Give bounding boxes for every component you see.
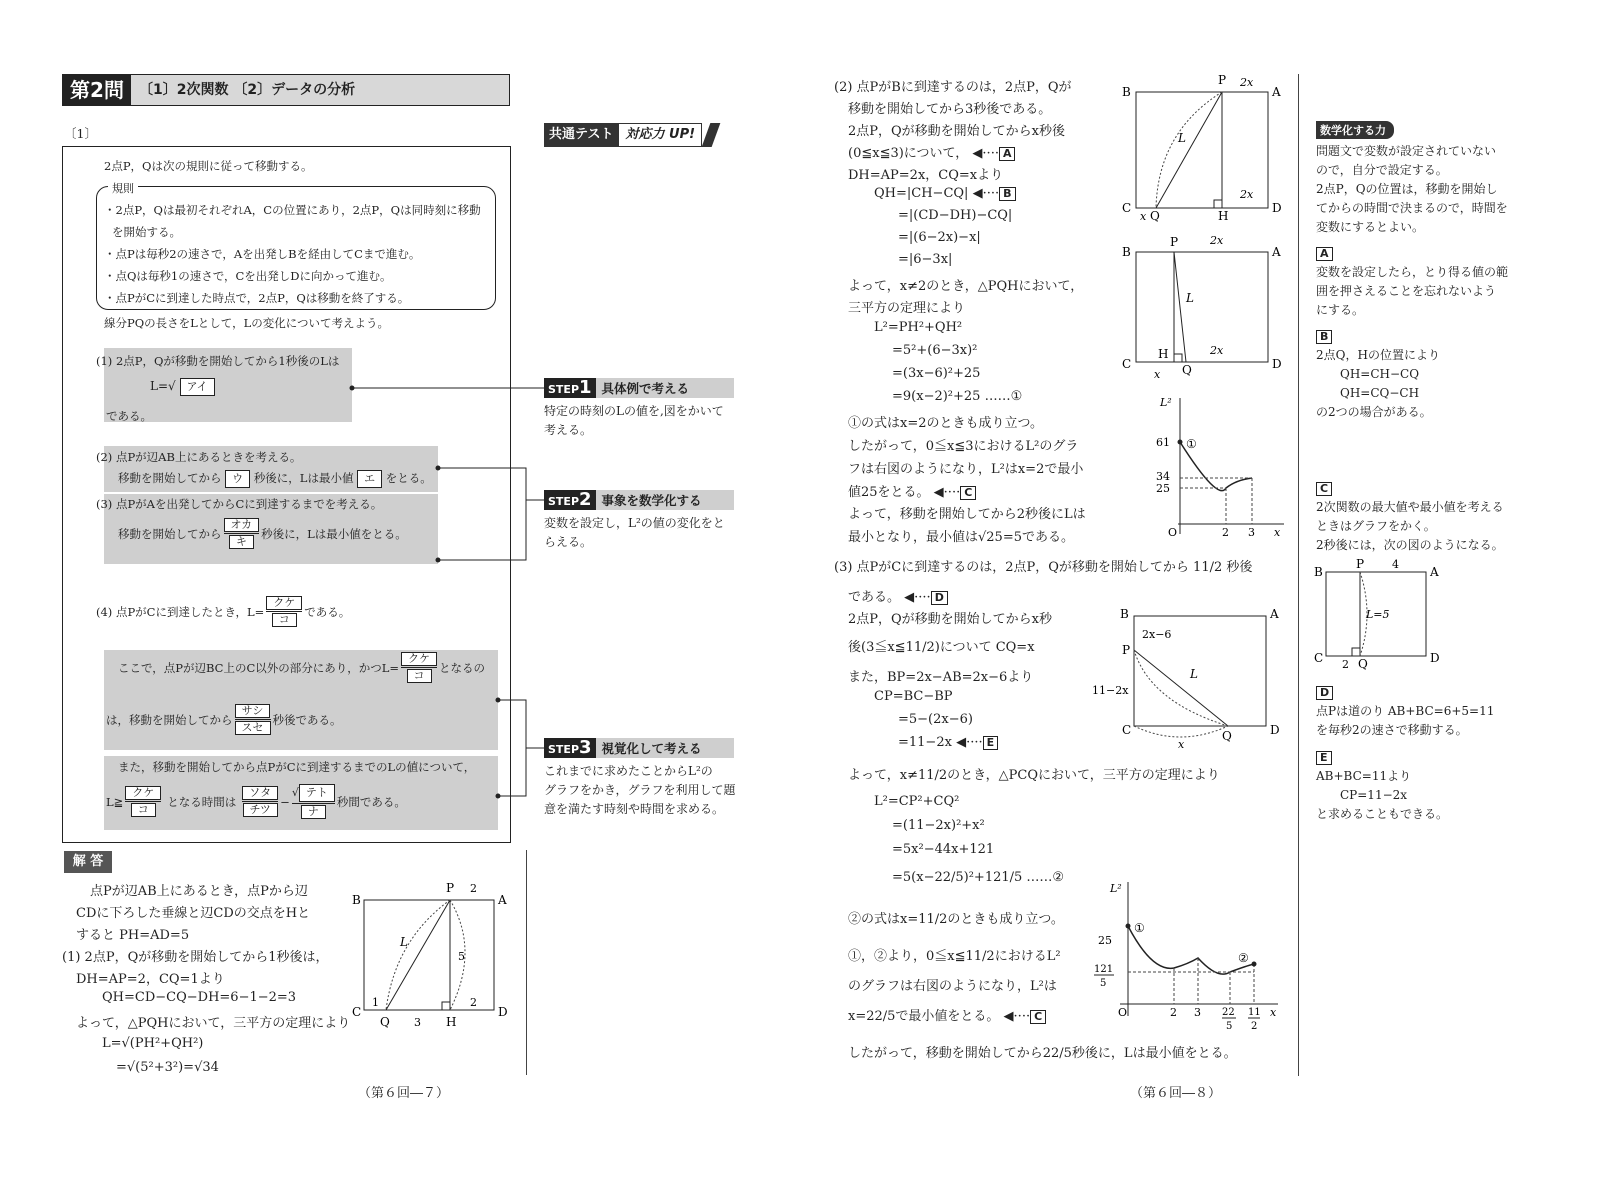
fig-label-1: 1 [372, 996, 379, 1009]
fig-label-d: D [498, 1005, 508, 1019]
s3-line: (3) 点PがCに到達するのは，2点P，Qが移動を開始してから 11/2 秒後 [834, 560, 1253, 575]
step-3-desc: これまでに求めたことからL²の [544, 764, 713, 778]
side-c-text: ときはグラフをかく。 [1316, 519, 1436, 533]
rule-line: ・2点P，Qは最初それぞれA，Cの位置にあり，2点P，Qは同時刻に移動 [104, 203, 481, 217]
side-intro: てからの時間で決まるので，時間を [1316, 201, 1508, 215]
s3-text: である。 [848, 590, 901, 605]
tick-x-22-den: 5 [1226, 1021, 1233, 1032]
s3-line: L²=CP²+CQ² [874, 794, 960, 809]
answer-box-kuke[interactable]: クケ [266, 596, 302, 610]
fig-label-c: C [352, 1005, 362, 1019]
figure-square-1 [1118, 72, 1288, 222]
q3-part: 秒後に，Lは最小値をとる。 [261, 526, 407, 541]
side-tag-a [1316, 245, 1333, 261]
answer-badge: 解 答 [64, 851, 112, 873]
s2-text: (0≦x≦3)について， [848, 146, 969, 161]
fig-label-b: B [1122, 245, 1131, 259]
intro-text: 2点P，Qは次の規則に従って移動する。 [104, 159, 313, 173]
fig-label-q: Q [380, 1015, 390, 1029]
origin-label: O [1168, 526, 1178, 539]
q4-part: (4) 点PがCに到達したとき，L= [96, 604, 265, 619]
answer-line: QH=CD−CQ−DH=6−1−2=3 [102, 990, 297, 1005]
answer-frac-okaki [224, 518, 260, 549]
rule-line: ・点PがCに到達した時点で，2点P，Qは移動を終了する。 [104, 291, 410, 305]
side-d-text: を毎秒2の速さで移動する。 [1316, 723, 1468, 737]
minus-sign: − [280, 794, 290, 809]
s2-line: フは右図のようになり，L²はx=2で最小 [848, 462, 1084, 477]
fig-label-a: A [498, 893, 507, 907]
s2-line: (0≦x≦3)について， ◀···· A [848, 142, 1015, 161]
fig-label-5: 5 [458, 950, 465, 963]
fig-label-q: Q [1358, 657, 1368, 671]
s3-text: x=22/5で最小値をとる。 [848, 1009, 1000, 1024]
s2-line: =9(x−2)²+25 ……① [892, 389, 1023, 404]
fig-label-c: C [1314, 651, 1324, 665]
footer-left: （第６回―７） [358, 1086, 450, 1101]
rule-title: 規則 [108, 180, 138, 196]
q2-part: 秒後に，Lは最小値 [253, 471, 354, 485]
fig-label-b: B [1120, 607, 1129, 621]
side-c-text: 2次関数の最大値や最小値を考える [1316, 500, 1504, 514]
figure-square-3 [1090, 602, 1290, 750]
answer-box-ki[interactable]: キ [229, 535, 254, 549]
step-connectors [340, 380, 550, 800]
side-b-text: 2点Q，Hの位置により [1316, 348, 1440, 362]
footer-right: （第６回―８） [1130, 1086, 1222, 1101]
tick-x-11: 11 [1248, 1007, 1261, 1018]
s2-line: =(3x−6)²+25 [892, 366, 981, 381]
side-c-text: 2秒後には，次の図のようになる。 [1316, 538, 1504, 552]
step-label: STEP [548, 743, 580, 756]
fig-label-x: x [1140, 210, 1147, 222]
side-a-text: 変数を設定したら，とり得る値の範 [1316, 265, 1509, 279]
step-3-bar [544, 738, 734, 758]
tag-c: C [960, 486, 976, 500]
rule-line: ・点Qは毎秒1の速さで，Cを出発しDに向かって進む。 [104, 269, 392, 283]
q1-end: である。 [106, 409, 152, 423]
fig-label-p: P [1356, 557, 1365, 571]
s3-line: である。 ◀···· D [848, 586, 948, 605]
step-3-title: 視覚化して考える [601, 741, 702, 756]
fig-label-c: C [1122, 201, 1132, 215]
tick-121: 121 [1094, 964, 1114, 975]
answer-frac-sotachitsu [242, 786, 278, 817]
answer-frac-tetona [292, 784, 335, 819]
fig-label-d: D [1272, 201, 1282, 215]
tag-a: A [999, 147, 1016, 161]
answer-box-kuke[interactable]: クケ [401, 652, 437, 666]
step-2-desc: らえる。 [544, 535, 593, 549]
answer-line: すると PH=AD=5 [76, 928, 190, 943]
fig-label-2x: 2x [1240, 188, 1254, 201]
s3-line: したがって，移動を開始してから22/5秒後に，Lは最小値をとる。 [848, 1046, 1237, 1061]
s3-text: =11−2x [898, 735, 952, 750]
fig-label-h: H [446, 1015, 457, 1029]
fraction-bar [224, 533, 260, 534]
fig-label-2x: 2x [1210, 344, 1224, 357]
curve-label-1: ① [1186, 437, 1197, 451]
tag-e: E [983, 736, 999, 750]
s3-line: 後(3≦x≦11/2)について CQ=x [848, 640, 1035, 655]
fig-label-l: L [400, 935, 408, 949]
rule-line: を開始する。 [112, 225, 181, 239]
answer-box-ko[interactable]: コ [407, 669, 432, 683]
fig-label-2xm6: 2x−6 [1142, 628, 1172, 641]
axis-label-l2: L² [1110, 882, 1122, 895]
after-rules: 線分PQの長さをLとして，Lの変化について考えよう。 [104, 316, 389, 330]
fig-label-b: B [1122, 85, 1131, 99]
side-tag-d [1316, 684, 1333, 700]
fig-label-q: Q [1150, 209, 1160, 222]
tick-x-3: 3 [1194, 1006, 1201, 1019]
fig-label-d: D [1270, 723, 1280, 737]
figure-square-2 [1118, 232, 1288, 382]
fig-label-c: C [1122, 723, 1132, 737]
tag-d: D [1316, 686, 1333, 700]
q2-part: 移動を開始してから [118, 471, 222, 485]
fig-label-l: L [1178, 131, 1186, 145]
right-column-divider [1298, 74, 1299, 1076]
s3-line: =5x²−44x+121 [892, 842, 995, 857]
answer-box-aii[interactable]: アイ [180, 378, 215, 396]
tick-x-3: 3 [1248, 526, 1255, 539]
fig-label-2x: 2x [1240, 76, 1254, 89]
header-bar [62, 74, 510, 106]
q2-text: (2) 点Pが辺AB上にあるときを考える。 [96, 450, 302, 464]
q2-part: をとる。 [385, 471, 432, 485]
fraction-bar [242, 801, 278, 802]
fraction-bar [235, 719, 271, 720]
side-b-text: QH=CQ−CH [1340, 386, 1420, 400]
s2-line: DH=AP=2x，CQ=xより [848, 168, 1004, 183]
side-d-text: 点Pは道のり AB+BC=6+5=11 [1316, 704, 1495, 718]
s3-line: =5−(2x−6) [898, 712, 973, 727]
side-a-text: 囲を押さえることを忘れないよう [1316, 284, 1497, 298]
fraction-bar [266, 611, 302, 612]
fig-label-d: D [1272, 357, 1282, 371]
step-1-desc: 特定の時刻のLの値を,図をかいて [544, 404, 724, 418]
q4-part: 秒後である。 [272, 712, 342, 727]
q4-part: 秒間である。 [336, 794, 406, 809]
fig-label-2b: 2 [470, 996, 477, 1009]
answer-box-oka[interactable]: オカ [224, 518, 260, 532]
tick-x-22: 22 [1222, 1007, 1235, 1018]
s2-line: 移動を開始してから3秒後である。 [848, 102, 1052, 117]
tick-61: 61 [1156, 436, 1170, 449]
kyotsu-tagline: 対応力 UP! [618, 123, 702, 147]
answer-line: (1) 2点P，Qが移動を開始してから1秒後は， [62, 950, 329, 965]
header-badge: 第2問 [63, 75, 131, 105]
q4-part: となる時間は [167, 794, 237, 809]
step-1-title: 具体例で考える [601, 381, 690, 396]
fig-label-q: Q [1222, 729, 1232, 743]
side-intro: ので，自分で設定する。 [1316, 163, 1448, 177]
fig-label-q: Q [1182, 363, 1192, 377]
s3-line: ①，②より，0≦x≦11/2におけるL² [848, 949, 1061, 964]
answer-line: DH=AP=2，CQ=1より [76, 972, 225, 987]
step-label: STEP [548, 495, 580, 508]
s2-line: よって，移動を開始してから2秒後にLは [848, 507, 1086, 522]
s2-line: 最小となり，最小値は√25=5である。 [848, 530, 1074, 545]
s2-line: したがって，0≦x≦3におけるL²のグラ [848, 439, 1079, 454]
fig-label-11m2x: 11−2x [1092, 684, 1129, 697]
curve-label-1: ① [1134, 921, 1145, 935]
step-1-badge [544, 378, 596, 398]
header-title: 〔1〕2次関数 〔2〕データの分析 [139, 82, 356, 98]
q3-text: (3) 点PがAを出発してからCに到達するまでを考える。 [96, 497, 383, 511]
tick-x-11-den: 2 [1251, 1021, 1258, 1032]
fig-label-p: P [446, 881, 455, 895]
q4-line [96, 596, 350, 627]
q1-eq-lhs: L=√ [150, 379, 176, 393]
s3-line: =5(x−22/5)²+121/5 ……② [892, 870, 1065, 885]
s3-line: x=22/5で最小値をとる。 ◀···· C [848, 1005, 1046, 1024]
figure-side-c [1312, 556, 1452, 671]
step-3-badge [544, 738, 596, 758]
side-tag-c [1316, 480, 1332, 496]
side-heading: 数学化する力 [1316, 121, 1394, 139]
kyotsu-label: 共通テスト [544, 123, 618, 147]
fig-label-2: 2 [1342, 658, 1349, 671]
step-number: 3 [579, 737, 592, 758]
answer-frac-kukeko-3 [125, 786, 161, 817]
step-2-desc: 変数を設定し，L²の値の変化をと [544, 516, 725, 530]
origin-label: O [1118, 1006, 1128, 1019]
step-3-desc: グラフをかき，グラフを利用して題 [544, 783, 736, 797]
q1-text: (1) 2点P，Qが移動を開始してから1秒後のLは [96, 354, 340, 368]
s3-line: =(11−2x)²+x² [892, 818, 985, 833]
fig-label-b: B [1314, 565, 1323, 579]
s2-line: 三平方の定理により [848, 301, 966, 316]
kyotsu-banner [544, 123, 716, 147]
fig-label-c: C [1122, 357, 1132, 371]
curve-label-2: ② [1238, 951, 1249, 965]
section-mark: 〔1〕 [64, 126, 97, 141]
s3-line: ②の式はx=11/2のときも成り立つ。 [848, 912, 1064, 927]
s3-line: また，BP=2x−AB=2x−6より [848, 670, 1034, 685]
s2-line: QH=|CH−CQ| ◀···· B [874, 186, 1016, 201]
s2-line: 2点P，Qが移動を開始してからx秒後 [848, 124, 1066, 139]
fig-label-d: D [1430, 651, 1440, 665]
answer-box-ko[interactable]: コ [131, 803, 156, 817]
sqrt-group: √ テト [292, 784, 335, 802]
side-e-text: CP=11−2x [1340, 788, 1408, 802]
s2-line: よって，x≠2のとき，△PQHにおいて， [848, 279, 1084, 294]
s3-line: CP=BC−BP [874, 689, 953, 704]
s3-line: よって，x≠11/2のとき，△PCQにおいて，三平方の定理により [848, 768, 1220, 783]
tag-e: E [1316, 751, 1332, 765]
fig-label-l: L [1186, 291, 1194, 305]
answer-box-kuke[interactable]: クケ [125, 786, 161, 800]
s3-line: のグラフは右図のようになり，L²は [848, 979, 1057, 994]
q4-part: L≧ [106, 794, 124, 809]
s2-line: =5²+(6−3x)² [892, 343, 978, 358]
step-2-title: 事象を数学化する [601, 493, 702, 508]
s2-line: =|(6−2x)−x| [898, 230, 981, 245]
fig-label-p: P [1170, 235, 1179, 249]
tick-25: 25 [1156, 482, 1170, 495]
q4-part: となるの [439, 660, 486, 675]
side-e-text: と求めることもできる。 [1316, 807, 1449, 821]
axis-label-l2: L² [1160, 396, 1172, 409]
fig-label-h: H [1218, 209, 1229, 222]
s2-line: ①の式はx=2のときも成り立つ。 [848, 416, 1043, 431]
q4-c-line [106, 704, 342, 735]
figure-answer-1 [350, 880, 520, 1030]
tag-b: B [999, 187, 1015, 201]
graph-l2-full [1090, 876, 1290, 1036]
fig-label-2: 2 [470, 882, 477, 895]
side-intro: 問題文で変数が設定されていない [1316, 144, 1497, 158]
side-b-text: の2つの場合がある。 [1316, 405, 1432, 419]
tag-a: A [1316, 247, 1333, 261]
s3-line: =11−2x ◀···· E [898, 735, 998, 750]
answer-frac-kukeko [266, 596, 302, 627]
fig-label-p: P [1122, 643, 1131, 657]
step-number: 1 [579, 377, 592, 398]
s2-line: 値25をとる。 ◀···· C [848, 481, 976, 500]
q4-part: である。 [304, 604, 351, 619]
fig-label-x: x [1154, 368, 1161, 381]
side-a-text: にする。 [1316, 303, 1365, 317]
step-number: 2 [579, 489, 592, 510]
s2-text: QH=|CH−CQ| [874, 186, 969, 201]
kyotsu-accent [702, 123, 721, 147]
tick-x-2: 2 [1222, 526, 1229, 539]
step-2-badge [544, 490, 596, 510]
fig-label-p: P [1218, 73, 1227, 87]
s2-line: =|6−3x| [898, 252, 953, 267]
rule-line: ・点Pは毎秒2の速さで，Aを出発しBを経由してCまで進む。 [104, 247, 421, 261]
side-intro: 2点P，Qの位置は，移動を開始し [1316, 182, 1498, 196]
answer-line: L=√(PH²+QH²) [102, 1036, 204, 1051]
fig-label-l5: L=5 [1366, 608, 1390, 621]
answer-box-na[interactable]: ナ [301, 805, 326, 819]
answer-line: =√(5²+3²)=√34 [116, 1060, 219, 1075]
fig-label-2x: 2x [1210, 234, 1224, 247]
tag-d: D [931, 591, 948, 605]
axis-label-x: x [1274, 526, 1281, 539]
column-divider [526, 850, 527, 1075]
answer-line: 点Pが辺AB上にあるとき，点Pから辺 [90, 884, 308, 899]
fig-label-h: H [1158, 347, 1169, 361]
fig-label-a: A [1272, 245, 1281, 259]
tag-b: B [1316, 330, 1332, 344]
s2-text: 値25をとる。 [848, 485, 930, 500]
side-tag-b [1316, 328, 1332, 344]
step-label: STEP [548, 383, 580, 396]
fraction-bar [292, 803, 335, 804]
side-tag-e [1316, 749, 1332, 765]
side-intro: 変数にするとよい。 [1316, 220, 1425, 234]
answer-box-u[interactable]: ウ [225, 470, 250, 488]
tick-34: 34 [1156, 470, 1170, 483]
fig-label-l: L [1190, 667, 1198, 681]
fig-label-x: x [1178, 738, 1185, 750]
axis-label-x: x [1270, 1006, 1277, 1019]
answer-box-chitsu[interactable]: チツ [243, 803, 278, 817]
fig-label-3: 3 [414, 1016, 421, 1029]
fig-label-b: B [352, 893, 361, 907]
tag-c2: C [1030, 1010, 1046, 1024]
tick-121-den: 5 [1100, 978, 1107, 989]
answer-box-e[interactable]: エ [357, 470, 382, 488]
q4-part: は，移動を開始してから [106, 712, 233, 727]
fig-label-4: 4 [1392, 558, 1399, 571]
tick-x-2: 2 [1170, 1006, 1177, 1019]
step-1-desc: 考える。 [544, 423, 593, 437]
q1-eq [150, 378, 215, 396]
answer-box-suse[interactable]: スセ [235, 721, 271, 735]
s3-line: 2点P，Qが移動を開始してからx秒 [848, 612, 1053, 627]
answer-line: CDに下ろした垂線と辺CDの交点をHと [76, 906, 311, 921]
fig-label-a: A [1430, 565, 1439, 579]
fraction-bar [125, 801, 161, 802]
step-1-bar [544, 378, 734, 398]
s2-line: L²=PH²+QH² [874, 320, 963, 335]
tag-c: C [1316, 482, 1332, 496]
answer-line: よって，△PQHにおいて，三平方の定理により [76, 1016, 351, 1031]
side-b-text: QH=CH−CQ [1340, 367, 1420, 381]
answer-box-sashi[interactable]: サシ [235, 704, 271, 718]
q3-part: 移動を開始してから [118, 526, 222, 541]
step-3-desc: 意を満たす時刻や時間を求める。 [544, 802, 725, 816]
fig-label-a: A [1270, 607, 1279, 621]
fig-label-a: A [1272, 85, 1281, 99]
graph-l2-part1 [1148, 392, 1288, 542]
side-e-text: AB+BC=11より [1316, 769, 1412, 783]
answer-box-teto[interactable]: テト [299, 784, 335, 802]
answer-box-ko[interactable]: コ [272, 613, 297, 627]
s2-line: =|(CD−DH)−CQ| [898, 208, 1013, 223]
step-2-bar [544, 490, 734, 510]
q4-part: ここで，点Pが辺BC上のC以外の部分にあり，かつL= [118, 660, 400, 675]
answer-box-sota[interactable]: ソタ [242, 786, 278, 800]
s2-line: (2) 点PがBに到達するのは，2点P，Qが [834, 80, 1072, 95]
answer-frac-sashisuse [235, 704, 271, 735]
tick-25: 25 [1098, 934, 1112, 947]
q4-d-line: また，移動を開始してから点PがCに到達するまでのLの値について， [118, 760, 476, 774]
